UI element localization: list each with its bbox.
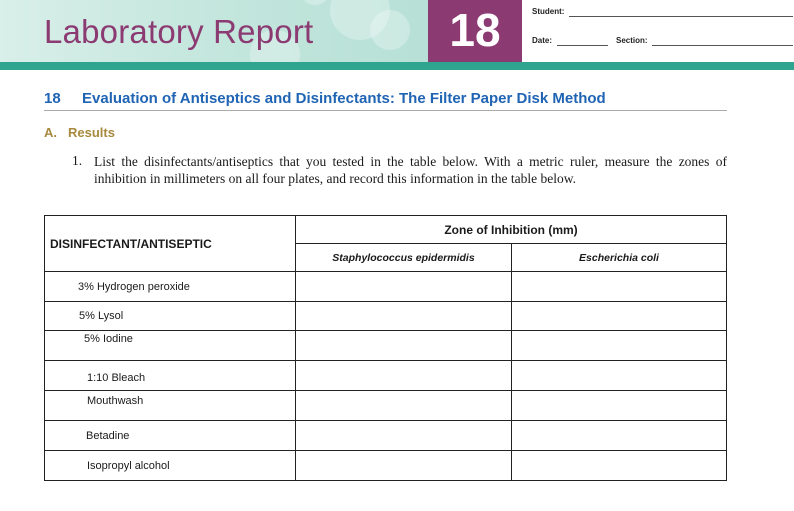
student-label: Student: [532,7,565,16]
report-title: Laboratory Report [44,13,314,50]
table-row [45,421,727,451]
cell-staph[interactable] [296,302,512,331]
cell-ecoli[interactable] [512,302,727,331]
header-escherichia: Escherichia coli [512,244,727,272]
section-title: Evaluation of Antiseptics and Disinfectants: The Filter Paper Disk Method [82,90,606,107]
row-label: 3% Hydrogen peroxide [45,272,296,302]
row-label: 5% Lysol [45,302,296,331]
subsection-letter: A. [44,125,57,140]
row-label: Mouthwash [45,391,296,421]
row-label: 5% Iodine [45,331,296,361]
results-table [44,215,727,481]
cell-staph[interactable] [296,421,512,451]
section-rule [44,110,727,111]
lab-number: 18 [449,4,501,56]
cell-ecoli[interactable] [512,272,727,302]
cell-ecoli[interactable] [512,331,727,361]
row-label: Betadine [45,421,296,451]
student-field[interactable] [569,16,793,17]
section-heading [44,90,606,107]
table-row [45,451,727,481]
section-number: 18 [44,90,61,107]
cell-staph[interactable] [296,391,512,421]
cell-ecoli[interactable] [512,451,727,481]
table-row [45,302,727,331]
table-row [45,361,727,391]
lab-number-box [428,0,522,70]
cell-staph[interactable] [296,361,512,391]
table-row [45,331,727,361]
date-label: Date: [532,36,553,45]
header-zone-of-inhibition: Zone of Inhibition (mm) [296,216,727,244]
cell-staph[interactable] [296,451,512,481]
cell-ecoli[interactable] [512,361,727,391]
instruction-text: List the disinfectants/antiseptics that you tested in the table below. With a metric ruler, measure the zones of inhibition in millimeters on all four plates, and record this information in the table below. [94,154,727,186]
cell-ecoli[interactable] [512,391,727,421]
subsection-title: Results [68,125,115,140]
cell-ecoli[interactable] [512,421,727,451]
date-field[interactable] [557,45,608,46]
header-divider [0,62,794,70]
row-label: Isopropyl alcohol [45,451,296,481]
row-label: 1:10 Bleach [45,361,296,391]
section-label: Section: [616,36,648,45]
header-banner [0,0,430,62]
cell-staph[interactable] [296,331,512,361]
subsection-heading [44,125,115,140]
table-row [45,272,727,302]
instruction-number: 1. [72,153,83,168]
header-disinfectant: DISINFECTANT/ANTISEPTIC [45,216,296,272]
header-staphylococcus: Staphylococcus epidermidis [296,244,512,272]
cell-staph[interactable] [296,272,512,302]
table-row [45,391,727,421]
section-field[interactable] [652,45,793,46]
